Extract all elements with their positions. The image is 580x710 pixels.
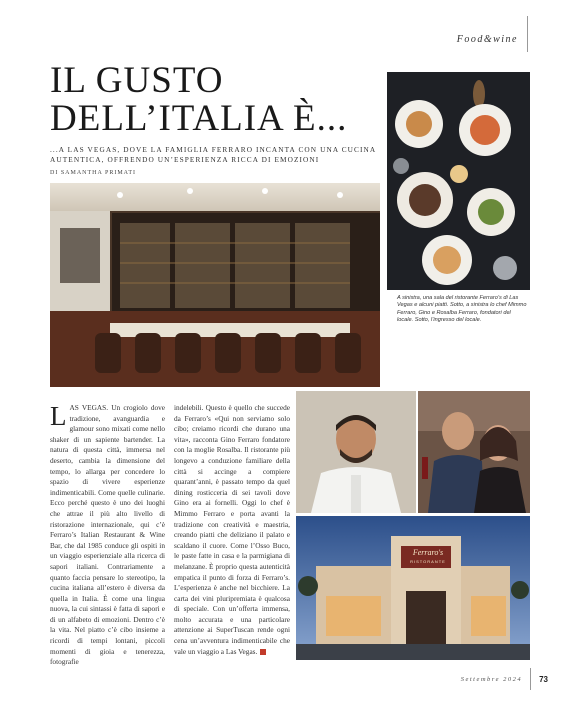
founders-photo xyxy=(418,391,530,513)
article-byline: DI SAMANTHA PRIMATI xyxy=(50,170,137,176)
article-end-mark xyxy=(260,649,266,655)
chef-photo xyxy=(296,391,416,513)
page-number: 73 xyxy=(539,674,548,684)
column-2-text: indelebili. Questo è quello che succede da Ferraro’s «Qui non serviamo solo cibo; creiamo ricordi che durano una vita», racconta Gino Ferraro fondatore con la moglie Rosalba. Il ristorante più longevo a conduzione familiare della città si accinge a compiere quarant’anni, è passato tempo da quel dining rosticceria di sei tavoli dove Gino era ai fornelli. Oggi lo chef è Mimmo Ferraro e porta avanti la tradizione con creatività e maestria, creando piatti che deliziano il palato e scaldano il cuore. Come l’Osso Buco, le paste fatte in casa e la parmigiana di melanzane. È proprio questa autenticità empatica il punto di forza di Ferraro’s. L’esperienza è anche nel bicchiere. La carta dei vini pluripremiata è qualcosa di speciale. Con un’offerta immensa, molto accurata e una particolare attenzione ai SuperTuscan rende ogni cena un’avventura indimenticabile che vale un viaggio a Las Vegas. xyxy=(174,403,290,656)
page-footer xyxy=(461,668,548,690)
exterior-sign: Ferraro's xyxy=(412,548,444,557)
footer-divider xyxy=(530,668,531,690)
article-subtitle: ...A LAS VEGAS, DOVE LA FAMIGLIA FERRARO INCANTA CON UNA CUCINA AUTENTICA, OFFRENDO UN’ESPERIENZA RICCA DI EMOZIONI xyxy=(50,145,376,164)
section-label: Food&wine xyxy=(456,34,518,45)
photo-caption: A sinistra, una sala del ristorante Ferraro’s di Las Vegas e alcuni piatti. Sotto, a sinistra lo chef Mimmo Ferraro, Gino e Rosalba Ferraro, fondatori del locale. Sotto, l’ingresso del locale. xyxy=(397,295,527,323)
article-column-1 xyxy=(50,403,165,668)
dining-room-photo xyxy=(50,183,380,387)
restaurant-exterior-photo xyxy=(296,516,530,660)
article-column-2 xyxy=(174,403,290,657)
food-photo xyxy=(387,72,530,290)
drop-cap: L xyxy=(50,401,67,431)
article-title: IL GUSTO DELL’ITALIA È... xyxy=(50,60,348,139)
issue-month: Settembre 2024 xyxy=(460,675,523,683)
exterior-subsign: RISTORANTE xyxy=(410,559,446,564)
column-1-text: AS VEGAS. Un crogiolo dove tradizione, avanguardia e glamour sono mixati come nello shaker di un sapiente bartender. La natura di questa città, immersa nel deserto, cambia la dimensione del tempo, lo allarga per concedere lo spazio di vivere esperienze indimenticabili. Come quelle culinarie. Ecco perché questo è uno dei luoghi che attrae il più alto livello di ristorazione internazionale, qui c’è Ferraro’s Italian Restaurant & Wine Bar, che dal 1985 conduce gli ospiti in un viaggio esperienziale alla ricerca di sapori italiani. Contrariamente a quanto faccia pensare lo stereotipo, la cucina italiana all’estero è diversa da quella in Italia. È come una lingua nuova, la cui sintassi è fatta di sapori e di un alfabeto di emozioni. Dentro c’è la vita. Nel piatto c’è cibo insieme a ricordi di tempi lontani, piccoli momenti di gioia e tenerezza, fotografie xyxy=(50,403,165,667)
header-divider xyxy=(527,16,528,52)
